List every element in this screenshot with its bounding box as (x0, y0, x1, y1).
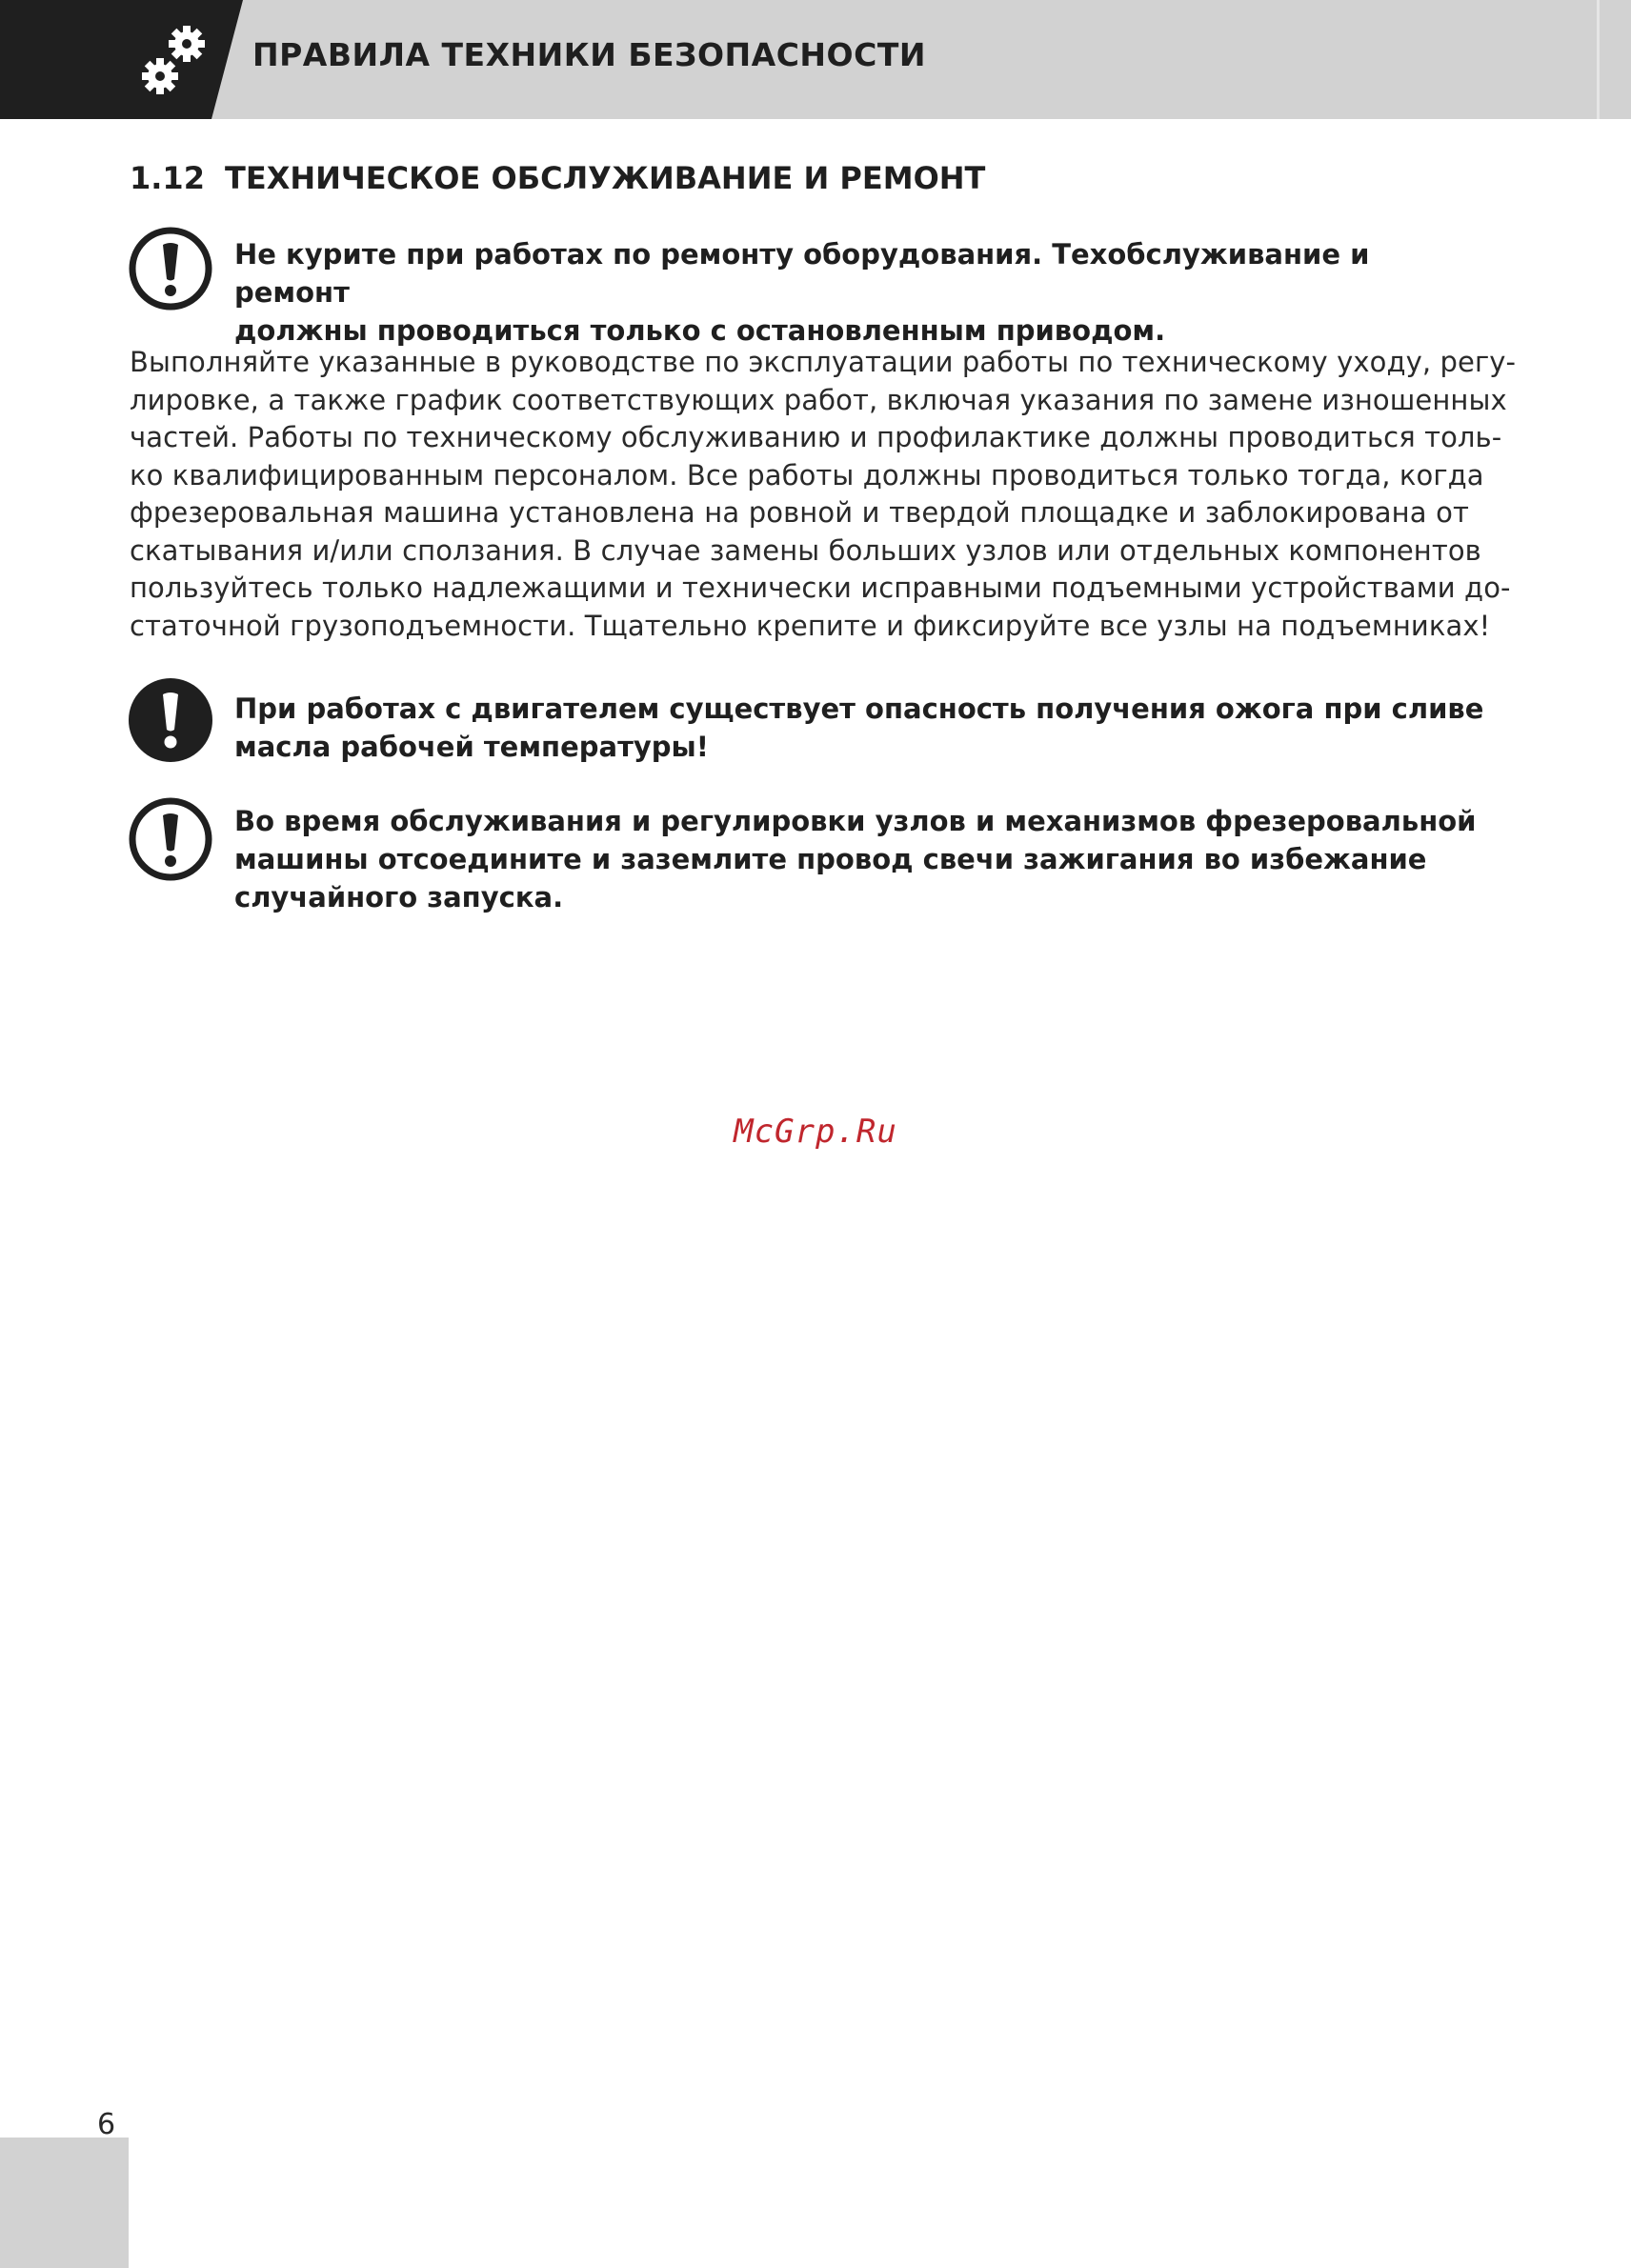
body-line: фрезеровальная машина установлена на ровной и твердой площадке и заблокирована от (130, 496, 1469, 529)
body-line: ко квалифицированным персоналом. Все работы должны проводиться только тогда, когда (130, 458, 1484, 492)
body-line: лировке, а также график соответствующих работ, включая указания по замене изношенных (130, 383, 1507, 416)
body-line: Выполняйте указанные в руководстве по эксплуатации работы по техническому уходу, регу- (130, 346, 1517, 378)
exclamation-outline-icon (128, 226, 213, 311)
body-paragraph (130, 344, 1517, 645)
page-tab (0, 2138, 129, 2268)
page-number: 6 (97, 2108, 116, 2141)
body-line: частей. Работы по техническому обслуживанию и профилактике должны проводиться толь- (130, 421, 1502, 453)
exclamation-filled-icon (128, 677, 213, 763)
gears-icon (133, 17, 219, 103)
section-number: 1.12 (130, 160, 205, 196)
warning-text-2: При работах с двигателем существует опасность получения ожога при сливе масла рабочей температуры! (234, 692, 1484, 763)
body-line: пользуйтесь только надлежащими и технически исправными подъемными устройствами до- (130, 572, 1511, 604)
body-line: статочной грузоподъемности. Тщательно крепите и фиксируйте все узлы на подъемниках! (130, 609, 1491, 642)
body-line: скатывания и/или сползания. В случае замены больших узлов или отдельных компонентов (130, 533, 1481, 567)
exclamation-outline-icon (128, 796, 213, 882)
header-edge (1597, 0, 1600, 119)
header-title: ПРАВИЛА ТЕХНИКИ БЕЗОПАСНОСТИ (252, 36, 926, 73)
section-heading (130, 160, 985, 196)
section-title: ТЕХНИЧЕСКОЕ ОБСЛУЖИВАНИЕ И РЕМОНТ (225, 160, 986, 196)
warning-text-1: Не курите при работах по ремонту оборудования. Техобслуживание и ремонт должны проводиться только с остановленным приводом. (234, 238, 1370, 347)
warning-text-3: Во время обслуживания и регулировки узлов и механизмов фрезеровальной машины отсоедините и заземлите провод свечи зажигания во избежание случайного запуска. (234, 805, 1477, 913)
watermark: McGrp.Ru (734, 1113, 897, 1151)
